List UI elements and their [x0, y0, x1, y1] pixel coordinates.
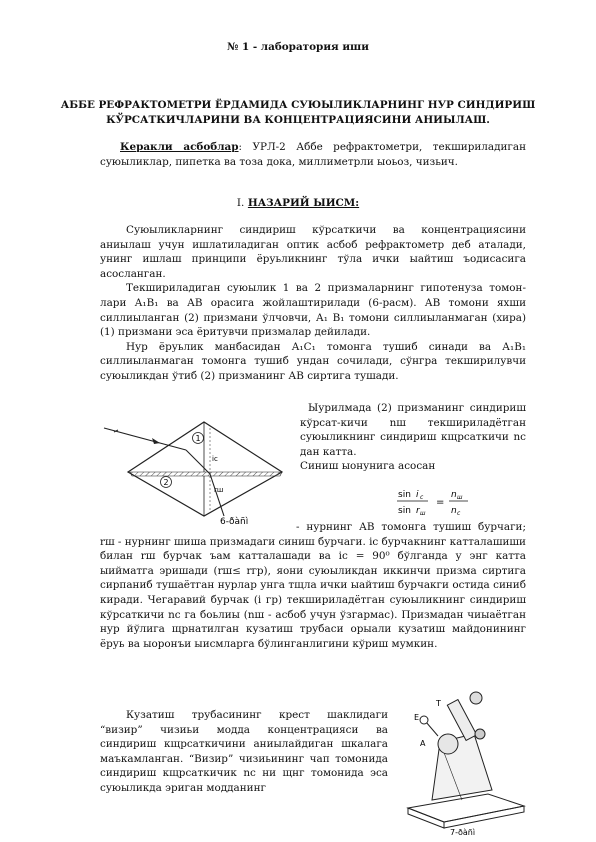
prism-1-label: 1	[195, 434, 201, 443]
angle-rsh-label: rш	[214, 486, 224, 494]
figure-7-refractometer-drawing	[404, 682, 528, 836]
figure-7-caption: 7-ðàñì	[450, 828, 476, 836]
paragraph-6-block	[100, 520, 526, 651]
svg-text:n: n	[451, 506, 457, 516]
svg-text:=: =	[436, 497, 445, 508]
side-paragraph	[300, 401, 526, 474]
section-heading	[0, 196, 596, 211]
figure-6-caption: 6-ðàñì	[220, 517, 249, 526]
svg-text:ш: ш	[420, 510, 426, 517]
angle-ic-label: iс	[212, 455, 218, 463]
liquid-layer	[130, 472, 282, 476]
svg-text:n: n	[451, 490, 457, 500]
paragraph-5-side: Синиш ыонунига асосан	[300, 460, 436, 473]
section-title: НАЗАРИЙ ЫИСМ:	[247, 197, 360, 209]
label-A: A	[420, 739, 426, 748]
label-T: T	[436, 699, 441, 708]
equipment-text: : УРЛ-2 Аббе рефрактометри, текшириладиган суюыликлар, пипетка ва тоза дока, миллиметрли ыоьоз, чизьич.	[100, 141, 526, 168]
figure-6-prism-diagram	[100, 408, 290, 526]
prism-2-label: 2	[163, 478, 169, 487]
paragraph-3: Нур ёруьлик манбасидан А₁С₁ томонга тушиб синади ва А₁В₁ силлиыланмаган томонга тушиб ундан сочилади, сўнгра текширилувчи суюыликдан ўтиб (2) призманинг АВ сиртига тушади.	[100, 340, 526, 382]
svg-text:sin: sin	[398, 490, 411, 500]
label-E: E	[414, 713, 420, 722]
svg-text:с: с	[457, 510, 461, 517]
equipment-paragraph	[100, 140, 526, 169]
snell-formula	[396, 485, 492, 519]
svg-text:ш: ш	[457, 494, 463, 501]
paragraph-6: - нурнинг АВ томонга тушиш бурчаги; rш - нурнинг шиша призмадаги синиш бурчаги. iс бурчакнинг катталашиши билан rш бурчак ъам катталашади ва iс = 90⁰ бўлганда у энг катта ыийматга эришади (rш≤ rгр), яони суюыликдан иккинчи призма сиртига сирпаниб тушаётган нурлар унга тщла ички ыайтиш бурчакги остида синиб киради. Чегаравий бурчак (i гр) текшириладётган суюыликнинг синдириш кўрсаткичи nс га боьлиы (nш - асбоб учун ўзгармас). Призмадан чиыаётган нур йўлига щрнатилган кузатиш трубаси орыали кузатиш майдонининг ёруь ва ыоронъи ыисмларга бўлинганлигини кўриш мумкин.	[100, 521, 526, 650]
section-number: I.	[236, 197, 245, 209]
equipment-label: Керакли асбоблар	[120, 141, 239, 153]
svg-text:с: с	[420, 494, 424, 501]
paragraph-1: Суюыликларнинг синдириш кўрсаткичи ва концентрациясини аниылаш учун ишлатиладиган оптик асбоб рефрактометр деб аталади, унинг ишлаш принципи ёруьликнинг тўла ички ыайтиш ъодисасига асосланган.	[100, 224, 526, 280]
paragraph-2: Текшириладиган суюылик 1 ва 2 призмаларнинг гипотенуза томон-лари А₁В₁ ва АВ орасига жойлаштирилади (6-расм). АВ томони яхши силлиыланган (2) призмани ўлчовчи, А₁ В₁ томони силлиыланмаган (хира) (1) призмани эса ёритувчи призмалар дейилади.	[100, 282, 526, 339]
main-title-line2: КЎРСАТКИЧЛАРИНИ ВА КОНЦЕНТРАЦИЯСИНИ АНИЫЛАШ.	[106, 114, 490, 126]
paragraph-7: Кузатиш трубасининг крест шаклидаги “визир” чизиьи модда концентрацияси ва синдириш кщрсаткичини аниылайдиган шкалага маъкамланган. “Визир” чизиьининг чап томонида синдириш кщрсаткичик nс ни щнг томонида эса суюыликда эриган модданинг	[100, 709, 388, 794]
svg-text:i: i	[416, 490, 419, 500]
svg-text:sin: sin	[398, 506, 411, 516]
lab-title: № 1 - лаборатория иши	[227, 41, 369, 53]
paragraph-4-side: Ыурилмада (2) призманинг синдириш кўрсат-кичи nш текшириладётган суюыликнинг синдириш кщрсаткичи nс дан катта.	[300, 402, 526, 458]
svg-text:r: r	[416, 506, 420, 516]
main-title-line1: АББЕ РЕФРАКТОМЕТРИ ЁРДАМИДА СУЮЫЛИКЛАРНИНГ НУР СИНДИРИШ	[60, 99, 536, 111]
theory-body	[100, 223, 526, 384]
